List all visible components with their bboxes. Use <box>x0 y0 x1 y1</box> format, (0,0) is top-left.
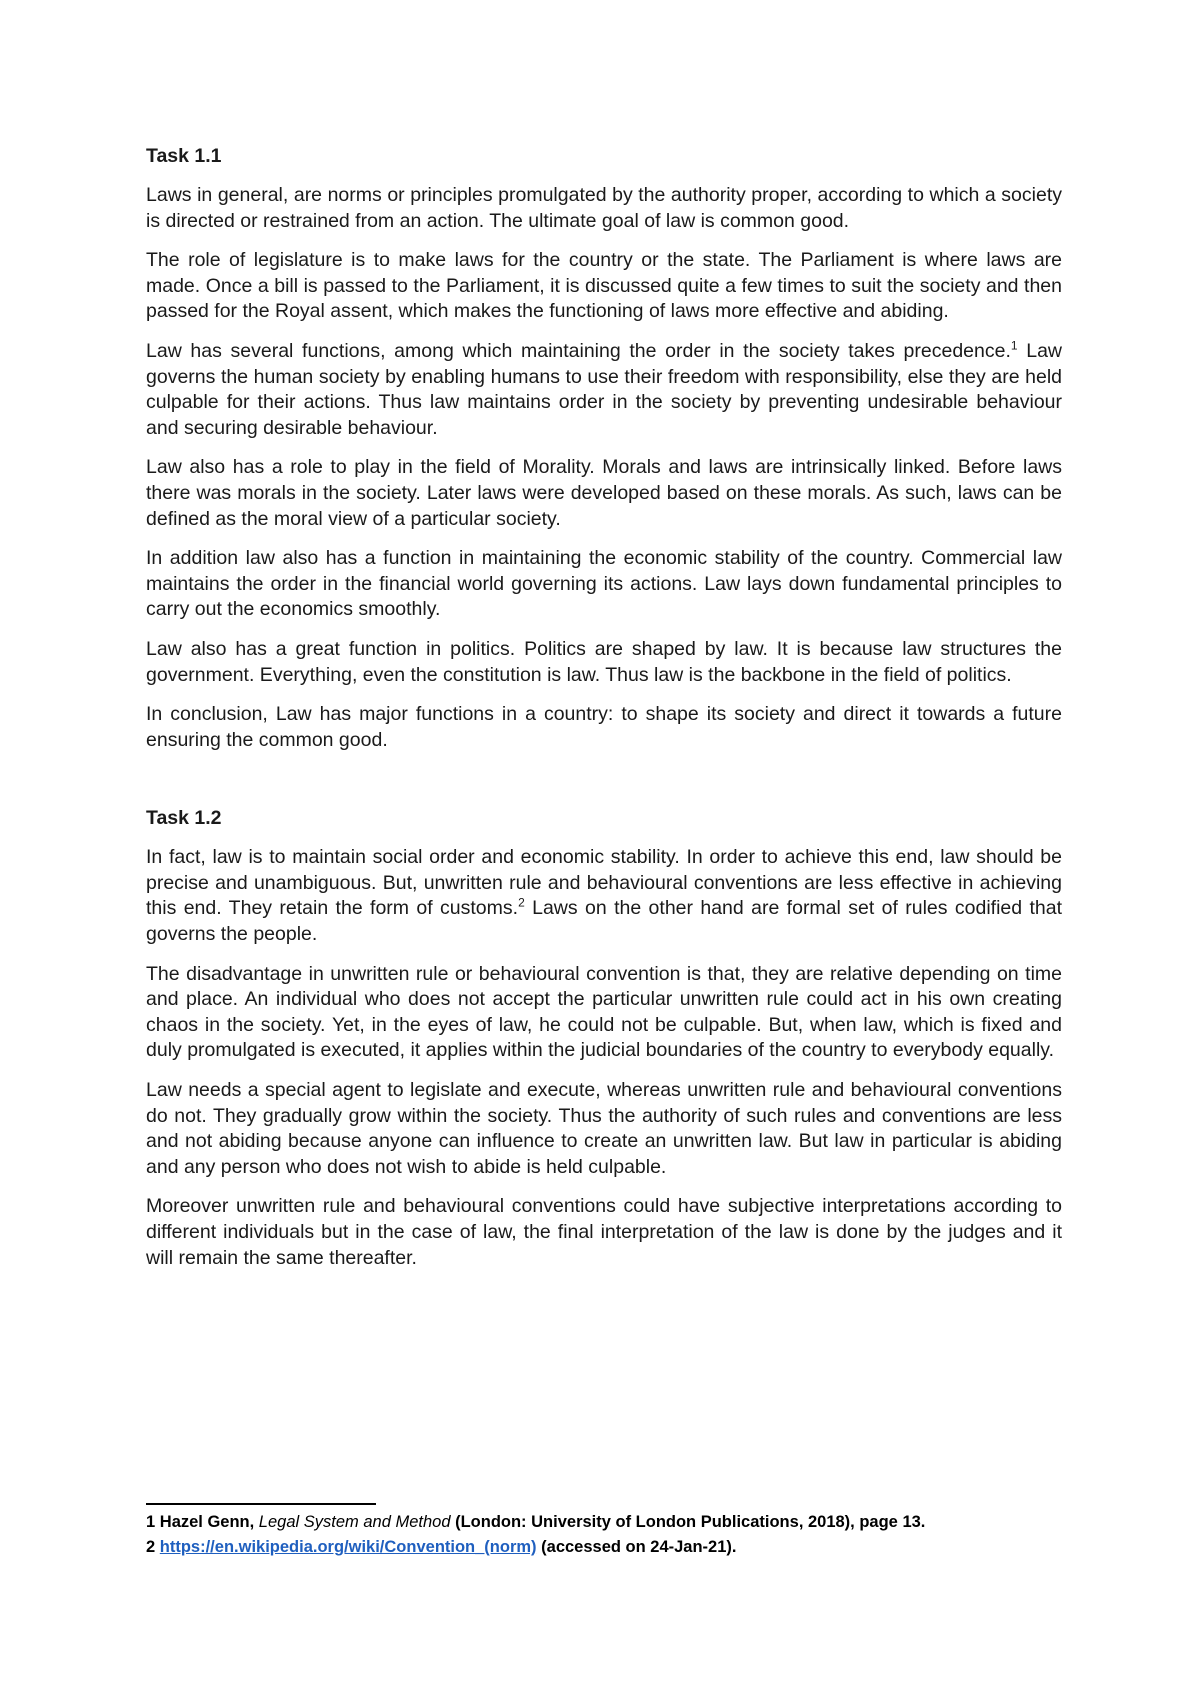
task-1-1-paragraph-3 <box>146 339 1062 441</box>
footnote-separator <box>146 1503 376 1505</box>
section-spacer <box>146 767 1062 805</box>
task-1-1-heading: Task 1.1 <box>146 145 222 167</box>
paragraph-text: Law has several functions, among which maintaining the order in the society takes precedence. <box>146 339 1011 362</box>
footnote-access-date: (accessed on 24-Jan-21). <box>536 1538 737 1556</box>
paragraph-text: In fact, law is to maintain social order and economic stability. In order to achieve this end, law should be precise and unambiguous. But, unwritten rule and behavioural conventions are less effective in achieving this end. They retain the form of customs. <box>146 846 1062 920</box>
task-1-1-paragraph-6: Law also has a great function in politics. Politics are shaped by law. It is because law structures the government. Everything, even the constitution is law. Thus law is the backbone in the field of politics. <box>146 637 1062 686</box>
task-1-1-paragraph-4: Law also has a role to play in the field of Morality. Morals and laws are intrinsically linked. Before laws there was morals in the society. Later laws were developed based on these morals. As such, laws can be defined as the moral view of a particular society. <box>146 456 1062 530</box>
task-1-2-paragraph-4: Moreover unwritten rule and behavioural conventions could have subjective interpretations according to different individuals but in the case of law, the final interpretation of the law is done by the judges and it will remain the same thereafter. <box>146 1195 1062 1269</box>
task-1-1-paragraph-5: In addition law also has a function in maintaining the economic stability of the country. Commercial law maintains the order in the financial world governing its actions. Law lays down fundamental principles to carry out the economics smoothly. <box>146 547 1062 621</box>
footnote-link[interactable]: https://en.wikipedia.org/wiki/Convention_(norm) <box>159 1538 537 1556</box>
footnote-number: 2 <box>146 1538 156 1556</box>
footnote-book-title: Legal System and Method <box>258 1513 451 1531</box>
task-1-1-paragraph-7: In conclusion, Law has major functions in a country: to shape its society and direct it towards a future ensuring the common good. <box>146 703 1062 751</box>
footnote-1 <box>146 1510 1062 1535</box>
task-1-2-heading: Task 1.2 <box>146 807 222 830</box>
task-1-1-paragraph-1: Laws in general, are norms or principles promulgated by the authority proper, according to which a society is directed or restrained from an action. The ultimate goal of law is common good. <box>146 184 1062 232</box>
document-body <box>146 143 1062 1285</box>
footnote-2 <box>146 1535 1062 1560</box>
paragraph-text: Laws on the other hand are formal set of rules codified that governs the people. <box>146 897 1062 946</box>
footnote-reference-2[interactable]: 2 <box>518 895 525 910</box>
task-1-2-paragraph-2: The disadvantage in unwritten rule or behavioural convention is that, they are relative depending on time and place. An individual who does not accept the particular unwritten rule could act in his own creating chaos in the society. Yet, in the eyes of law, he could not be culpable. But, when law, which is fixed and duly promulgated is executed, it applies within the judicial boundaries of the country to everybody equally. <box>146 962 1062 1062</box>
footnote-reference-1[interactable]: 1 <box>1010 338 1018 353</box>
task-1-1-paragraph-2: The role of legislature is to make laws for the country or the state. The Parliament is where laws are made. Once a bill is passed to the Parliament, it is discussed quite a few times to suit the society and then passed for the Royal assent, which makes the functioning of laws more effective and abiding. <box>146 249 1062 323</box>
footnote-number: 1 <box>146 1513 156 1531</box>
footnote-author: Hazel Genn, <box>155 1513 259 1531</box>
task-1-2-paragraph-3: Law needs a special agent to legislate and execute, whereas unwritten rule and behavioural conventions do not. They gradually grow within the society. Thus the authority of such rules and conventions are less and not abiding because anyone can influence to create an unwritten law. But law in particular is abiding and any person who does not wish to abide is held culpable. <box>146 1079 1062 1178</box>
task-1-2-paragraph-1 <box>146 845 1062 947</box>
footnotes <box>146 1510 1062 1560</box>
footnote-citation: (London: University of London Publications, 2018), page 13. <box>450 1513 926 1531</box>
paragraph-text: Law governs the human society by enabling humans to use their freedom with responsibility, else they are held culpable for their actions. Thus law maintains order in the society by preventing undesirable behaviour and securing desirable behaviour. <box>146 339 1062 439</box>
